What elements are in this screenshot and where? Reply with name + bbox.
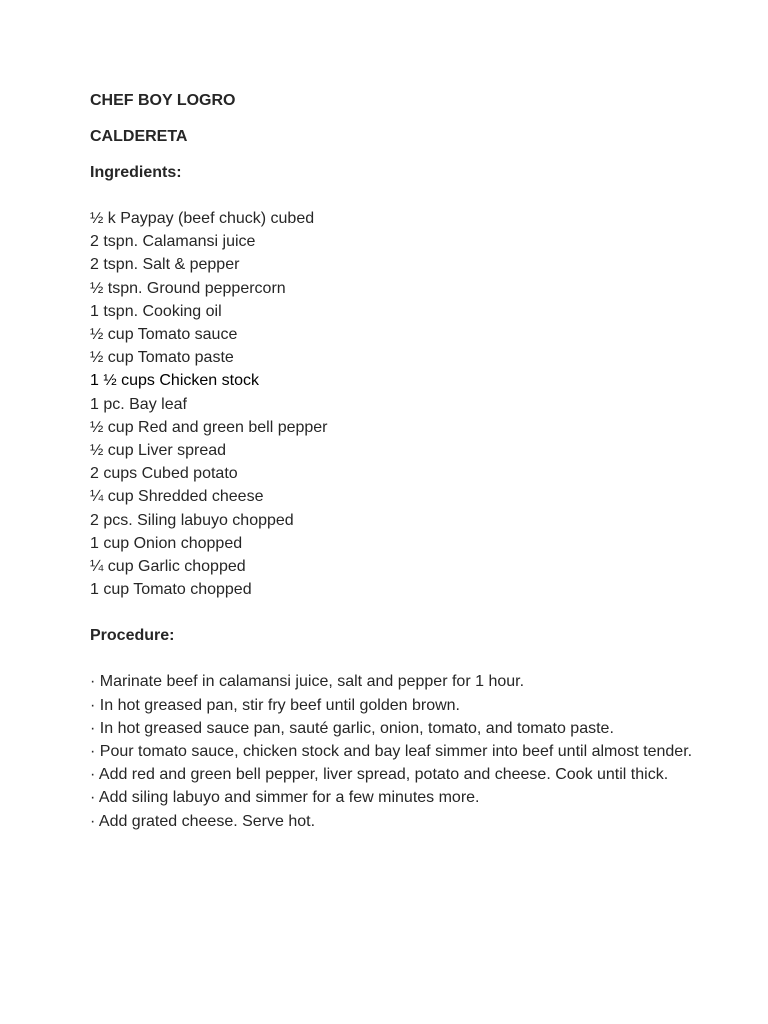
ingredient-item: 2 cups Cubed potato (90, 465, 238, 483)
ingredient-item: 1 cup Tomato chopped (90, 581, 252, 599)
ingredient-item: ¼ cup Shredded cheese (90, 488, 264, 506)
procedure-step: · Add grated cheese. Serve hot. (90, 812, 316, 830)
ingredient-item: ¼ cup Garlic chopped (90, 558, 246, 576)
ingredient-item: 1 pc. Bay leaf (90, 395, 187, 413)
ingredient-item: 2 pcs. Siling labuyo chopped (90, 511, 294, 529)
procedure-step: · In hot greased pan, stir fry beef until golden brown. (90, 696, 460, 714)
ingredient-item: ½ k Paypay (beef chuck) cubed (90, 210, 315, 227)
author-heading: CHEF BOY LOGRO (90, 92, 236, 109)
procedure-heading: Procedure: (90, 627, 175, 645)
procedure-step: · Marinate beef in calamansi juice, salt and pepper for 1 hour. (90, 673, 525, 691)
ingredients-list (90, 207, 730, 601)
ingredient-item: ½ tspn. Ground peppercorn (90, 279, 286, 297)
ingredient-item: ½ cup Liver spread (90, 442, 227, 460)
ingredient-item: ½ cup Tomato sauce (90, 326, 238, 344)
ingredient-item: 1 tspn. Cooking oil (90, 302, 222, 320)
recipe-page (90, 89, 730, 833)
ingredient-item: ½ cup Tomato paste (90, 349, 234, 367)
ingredients-heading: Ingredients: (90, 164, 182, 181)
procedure-step: · In hot greased sauce pan, sauté garlic, onion, tomato, and tomato paste. (90, 719, 614, 737)
procedure-step: · Add siling labuyo and simmer for a few minutes more. (90, 789, 480, 807)
ingredient-item: 2 tspn. Calamansi juice (90, 233, 256, 251)
procedure-step: · Pour tomato sauce, chicken stock and bay leaf simmer into beef until almost tender. (90, 743, 693, 761)
ingredient-item: ½ cup Red and green bell pepper (90, 418, 328, 436)
dish-title: CALDERETA (90, 128, 188, 145)
ingredient-item: 1 cup Onion chopped (90, 534, 243, 552)
procedure-step: · Add red and green bell pepper, liver spread, potato and cheese. Cook until thick. (90, 766, 669, 784)
ingredient-item: 1 ½ cups Chicken stock (90, 372, 259, 390)
procedure-list (90, 670, 730, 832)
ingredient-item: 2 tspn. Salt & pepper (90, 256, 240, 274)
